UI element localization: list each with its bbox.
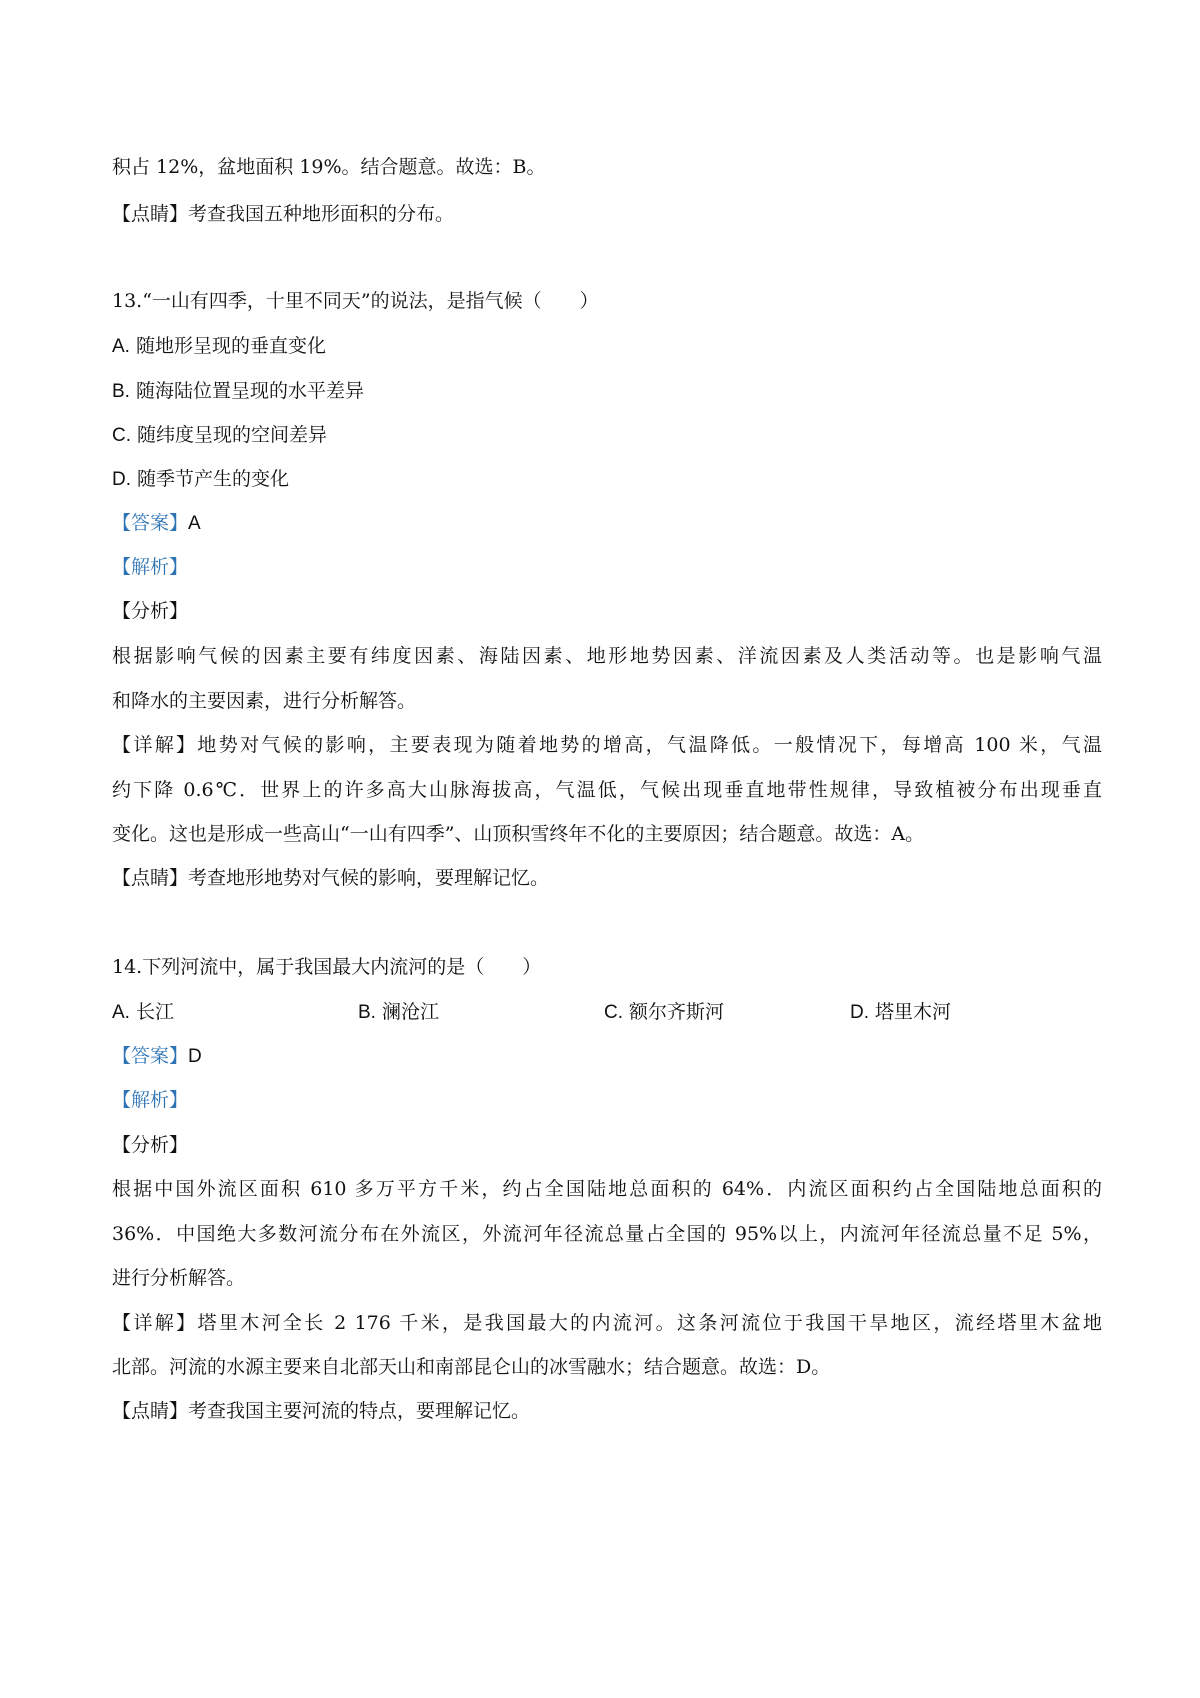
q13-option-b [112,377,364,406]
jiexi-tag: 【解析】 [112,556,189,578]
q13-xiangjie-line-2 [112,776,1102,804]
fenxi-tag: 【分析】 [112,600,189,622]
fenxi-tag: 【分析】 [112,1134,189,1156]
dianjing-tag: 【点睛】 [112,203,189,225]
q14-xiangjie-line-2 [112,1353,830,1381]
q13-answer [112,509,201,538]
q14-fenxi [112,1131,188,1159]
xiangjie-text: 变化。这也是形成一些高山“一山有四季”、山顶积雪终年不化的主要原因；结合题意。故选：A。 [112,823,925,845]
option-letter: D. [112,469,131,490]
q13-dianjing [112,864,549,892]
q13-stem [112,287,599,315]
q14-stem-text: 14.下列河流中，属于我国最大内流河的是（ ） [112,956,542,978]
option-text: 随季节产生的变化 [137,468,290,490]
q13-fenxi-line-2 [112,687,416,715]
option-letter: C. [112,425,131,446]
option-text: 额尔齐斯河 [629,1001,725,1023]
dianjing-text: 考查地形地势对气候的影响，要理解记忆。 [188,867,550,889]
q13-jiexi [112,553,188,581]
option-letter: B. [358,1002,376,1023]
q14-option-d [850,998,951,1027]
answer-tag: 【答案】 [112,512,189,534]
answer-value: A [188,513,201,534]
xiangjie-text: 塔里木河全长 2 176 千米，是我国最大的内流河。这条河流位于我国干旱地区，流经塔里木盆地 [197,1312,1102,1334]
q14-fenxi-line-3 [112,1264,245,1292]
jiexi-tag: 【解析】 [112,1089,189,1111]
fenxi-text: 根据影响气候的因素主要有纬度因素、海陆因素、地形地势因素、洋流因素及人类活动等。也是影响气温 [112,645,1102,667]
option-text: 塔里木河 [875,1001,952,1023]
xiangjie-text: 北部。河流的水源主要来自北部天山和南部昆仑山的冰雪融水；结合题意。故选：D。 [112,1356,831,1378]
intro-line [112,153,546,181]
q14-options-row [112,998,1102,1026]
option-letter: C. [604,1002,623,1023]
dianjing-tag: 【点睛】 [112,867,189,889]
intro-dianjing [112,200,454,228]
q13-stem-text: 13.“一山有四季，十里不同天”的说法，是指气候（ ） [112,290,599,312]
q14-fenxi-line-1 [112,1175,1102,1203]
option-letter: B. [112,381,130,402]
fenxi-text: 和降水的主要因素，进行分析解答。 [112,690,417,712]
q13-fenxi-line-1 [112,642,1102,670]
option-text: 随海陆位置呈现的水平差异 [135,380,364,402]
q13-fenxi [112,597,188,625]
dianjing-text: 考查我国五种地形面积的分布。 [188,203,455,225]
option-letter: A. [112,336,130,357]
q14-stem [112,953,541,981]
fenxi-text: 进行分析解答。 [112,1267,246,1289]
document-page [112,0,1102,1698]
q14-answer [112,1042,202,1071]
xiangjie-tag: 【详解】 [112,1312,198,1334]
option-text: 随地形呈现的垂直变化 [135,335,326,357]
answer-value: D [188,1046,202,1067]
q13-option-d [112,465,289,494]
xiangjie-text: 约下降 0.6℃．世界上的许多高大山脉海拔高，气温低，气候出现垂直地带性规律，导致植被分布出现垂直 [112,779,1102,801]
xiangjie-tag: 【详解】 [112,734,198,756]
dianjing-text: 考查我国主要河流的特点，要理解记忆。 [188,1400,531,1422]
q14-option-c [604,998,724,1027]
q13-xiangjie-line-3 [112,820,924,848]
q14-option-b [358,998,439,1027]
option-letter: D. [850,1002,869,1023]
q13-option-a [112,332,326,361]
xiangjie-text: 地势对气候的影响，主要表现为随着地势的增高，气温降低。一般情况下，每增高 100 米，气温 [197,734,1102,756]
q14-fenxi-line-2 [112,1220,1102,1248]
q14-jiexi [112,1086,188,1114]
q14-dianjing [112,1397,530,1425]
intro-text: 积占 12%，盆地面积 19%。结合题意。故选：B。 [112,156,546,178]
option-letter: A. [112,1002,130,1023]
option-text: 长江 [135,1001,174,1023]
option-text: 澜沧江 [381,1001,439,1023]
dianjing-tag: 【点睛】 [112,1400,189,1422]
fenxi-text: 根据中国外流区面积 610 多万平方千米，约占全国陆地总面积的 64%．内流区面积约占全国陆地总面积的 [112,1178,1102,1200]
option-text: 随纬度呈现的空间差异 [137,424,328,446]
q14-xiangjie-line-1 [112,1309,1102,1337]
q14-option-a [112,998,174,1027]
q13-option-c [112,421,327,450]
answer-tag: 【答案】 [112,1045,189,1067]
fenxi-text: 36%．中国绝大多数河流分布在外流区，外流河年径流总量占全国的 95%以上，内流河年径流总量不足 5%， [112,1223,1102,1245]
q13-xiangjie-line-1 [112,731,1102,759]
